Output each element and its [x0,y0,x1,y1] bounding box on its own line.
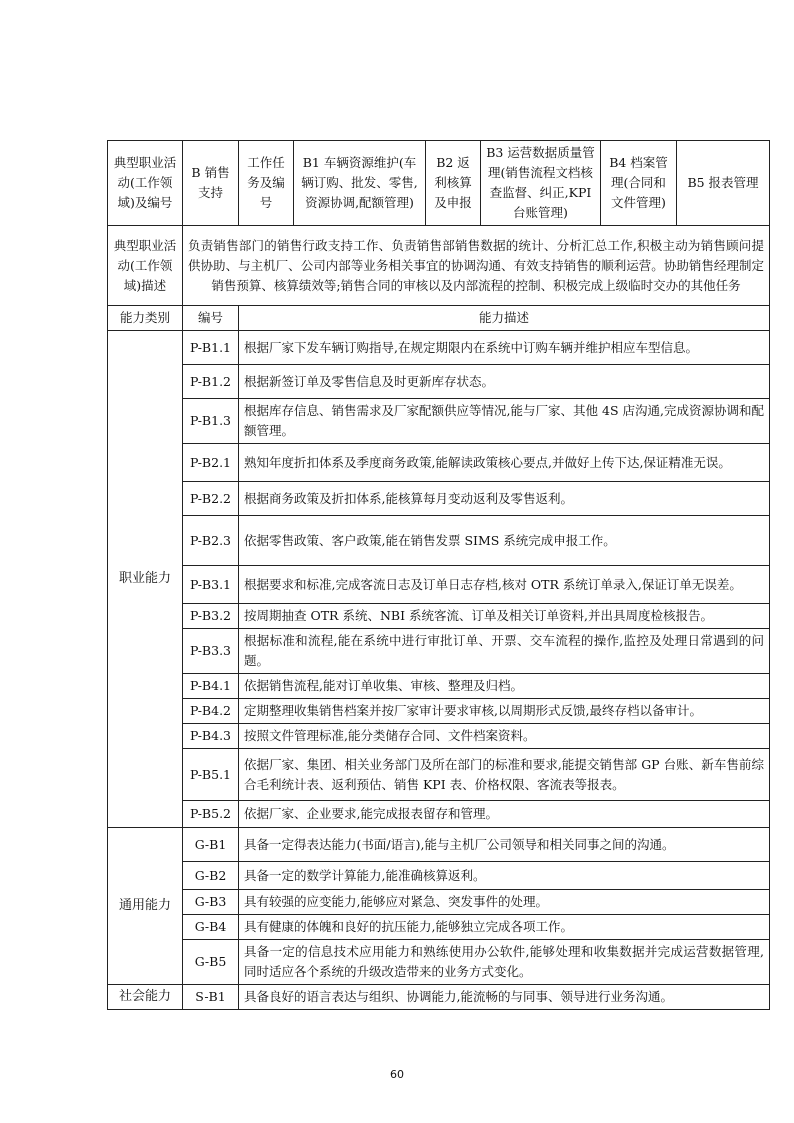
header-tasks-label: 工作任务及编号 [239,141,294,226]
task-b5: B5 报表管理 [677,141,770,226]
description-cell: 根据库存信息、销售需求及厂家配额供应等情况,能与厂家、其他 4S 店沟通,完成资源协调和配额管理。 [239,399,770,444]
description-cell: 依据零售政策、客户政策,能在销售发票 SIMS 系统完成申报工作。 [239,516,770,566]
code-cell: P-B5.1 [183,749,239,801]
description-cell: 依据厂家、企业要求,能完成报表留存和管理。 [239,801,770,828]
task-b4: B4 档案管理(合同和文件管理) [601,141,677,226]
header-label: 典型职业活动(工作领域)及编号 [108,141,183,226]
code-cell: G-B4 [183,915,239,940]
description-cell: 依据厂家、集团、相关业务部门及所在部门的标准和要求,能提交销售部 GP 台账、新车售前综合毛利统计表、返利预估、销售 KPI 表、价格权限、客流表等报表。 [239,749,770,801]
description-cell: 根据新签订单及零售信息及时更新库存状态。 [239,365,770,399]
competency-table [107,140,770,1010]
code-cell: P-B5.2 [183,801,239,828]
description-cell: 熟知年度折扣体系及季度商务政策,能解读政策核心要点,并做好上传下达,保证精准无误。 [239,444,770,482]
code-cell: P-B2.3 [183,516,239,566]
description-cell: 根据厂家下发车辆订购指导,在规定期限内在系统中订购车辆并维护相应车型信息。 [239,331,770,365]
category-cell: 通用能力 [108,828,183,985]
description-cell: 根据要求和标准,完成客流日志及订单日志存档,核对 OTR 系统订单录入,保证订单无误差。 [239,566,770,604]
code-cell: P-B3.1 [183,566,239,604]
code-cell: G-B1 [183,828,239,862]
category-cell: 职业能力 [108,331,183,828]
table-row [108,749,770,801]
table-row [108,862,770,890]
description-cell: 具有健康的体魄和良好的抗压能力,能够独立完成各项工作。 [239,915,770,940]
table-row [108,365,770,399]
task-b1: B1 车辆资源维护(车辆订购、批发、零售,资源协调,配额管理) [294,141,426,226]
task-b2: B2 返利核算及申报 [426,141,481,226]
table-row [108,629,770,674]
description-cell: 按周期抽查 OTR 系统、NBI 系统客流、订单及相关订单资料,并出具周度检核报告。 [239,604,770,629]
page-number: 60 [390,1068,404,1081]
table-row [108,890,770,915]
code-cell: P-B1.1 [183,331,239,365]
description-cell: 具备良好的语言表达与组织、协调能力,能流畅的与同事、领导进行业务沟通。 [239,985,770,1010]
table-row [108,724,770,749]
description-cell: 依据销售流程,能对订单收集、审核、整理及归档。 [239,674,770,699]
code-cell: P-B3.3 [183,629,239,674]
description-cell: 根据标准和流程,能在系统中进行审批订单、开票、交车流程的操作,监控及处理日常遇到的问题。 [239,629,770,674]
activity-label: 典型职业活动(工作领域)描述 [108,226,183,306]
column-header-row [108,306,770,331]
description-cell: 具备一定的信息技术应用能力和熟练使用办公软件,能够处理和收集数据并完成运营数据管理,同时适应各个系统的升级改造带来的业务方式变化。 [239,940,770,985]
table-row [108,604,770,629]
code-cell: G-B5 [183,940,239,985]
code-cell: P-B3.2 [183,604,239,629]
col-description: 能力描述 [239,306,770,331]
table-row [108,444,770,482]
category-cell: 社会能力 [108,985,183,1010]
header-code: B 销售支持 [183,141,239,226]
table-row [108,985,770,1010]
task-b3: B3 运营数据质量管理(销售流程文档核查监督、纠正,KPI 台账管理) [481,141,601,226]
code-cell: P-B4.1 [183,674,239,699]
table-row [108,399,770,444]
code-cell: G-B3 [183,890,239,915]
description-cell: 定期整理收集销售档案并按厂家审计要求审核,以周期形式反馈,最终存档以备审计。 [239,699,770,724]
table-row [108,828,770,862]
activity-description: 负责销售部门的销售行政支持工作、负责销售部销售数据的统计、分析汇总工作,积极主动为销售顾问提供协助、与主机厂、公司内部等业务相关事宜的协调沟通、有效支持销售的顺利运营。协助销售经理制定销售预算、核算绩效等;销售合同的审核以及内部流程的控制、积极完成上级临时交办的其他任务 [183,226,770,306]
code-cell: P-B4.3 [183,724,239,749]
table-row [108,940,770,985]
description-cell: 根据商务政策及折扣体系,能核算每月变动返利及零售返利。 [239,482,770,516]
table-row [108,915,770,940]
table-row [108,801,770,828]
description-cell: 按照文件管理标准,能分类储存合同、文件档案资料。 [239,724,770,749]
code-cell: P-B2.2 [183,482,239,516]
table-row [108,516,770,566]
table-row [108,482,770,516]
description-cell: 具备一定得表达能力(书面/语言),能与主机厂公司领导和相关同事之间的沟通。 [239,828,770,862]
description-cell: 具有较强的应变能力,能够应对紧急、突发事件的处理。 [239,890,770,915]
col-category: 能力类别 [108,306,183,331]
header-row [108,141,770,226]
code-cell: P-B4.2 [183,699,239,724]
table-row [108,331,770,365]
table-row [108,566,770,604]
code-cell: G-B2 [183,862,239,890]
code-cell: S-B1 [183,985,239,1010]
code-cell: P-B1.3 [183,399,239,444]
code-cell: P-B2.1 [183,444,239,482]
activity-row [108,226,770,306]
table-row [108,699,770,724]
col-code: 编号 [183,306,239,331]
code-cell: P-B1.2 [183,365,239,399]
table-row [108,674,770,699]
description-cell: 具备一定的数学计算能力,能准确核算返利。 [239,862,770,890]
